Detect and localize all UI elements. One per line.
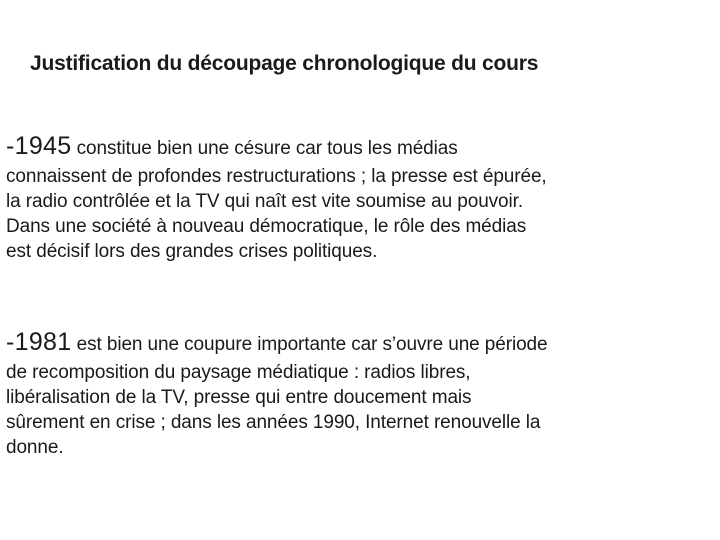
paragraph-line: la radio contrôlée et la TV qui naît est vite soumise au pouvoir. [6,191,524,212]
paragraph-line: est décisif lors des grandes crises politiques. [6,241,378,262]
paragraph-line: libéralisation de la TV, presse qui entre doucement mais [6,387,472,408]
line-text: constitue bien une césure car tous les médias [71,138,458,159]
paragraph-line [6,134,666,161]
paragraph-line: connaissent de profondes restructurations ; la presse est épurée, [6,166,547,187]
paragraph-line [6,330,666,357]
paragraph-line: sûrement en crise ; dans les années 1990, Internet renouvelle la [6,412,541,433]
paragraph-line: Dans une société à nouveau démocratique, le rôle des médias [6,216,527,237]
slide-title: Justification du découpage chronologique du cours [30,52,539,75]
year-label: -1945 [6,132,72,160]
paragraph-1945 [6,134,666,264]
line-text: est bien une coupure importante car s’ouvre une période [71,334,548,355]
paragraph-1981 [6,330,666,460]
paragraph-line: donne. [6,437,64,458]
year-label: -1981 [6,328,72,356]
paragraph-line: de recomposition du paysage médiatique : radios libres, [6,362,471,383]
